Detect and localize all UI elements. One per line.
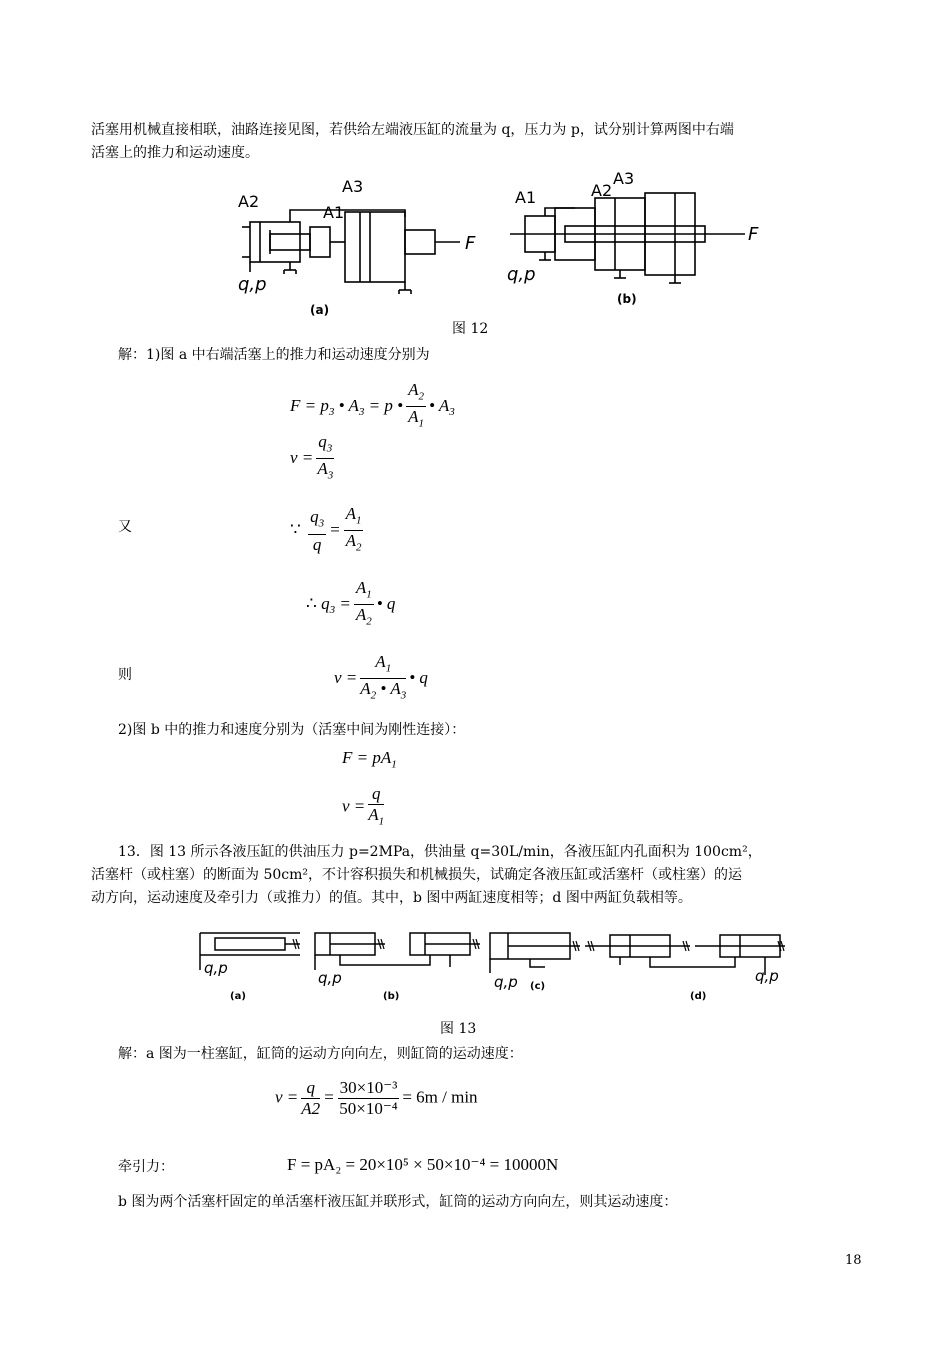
eq-q3: ∴ $q_3$ = $\frac{A_1}{A_2}$ • q [306, 578, 396, 628]
sol13-traction-label: 牵引力： [118, 1159, 174, 1175]
eq-v-result: v = $\frac{A_1}{A_2 • A_3}$ • q [334, 652, 428, 702]
page-number: 18 [845, 1253, 862, 1268]
fig12a-label: (a) [310, 303, 330, 317]
eq-v-13a: v = $\frac{q}{A2}$ = $\frac{\text{30×10⁻³}}{\text{50×10⁻⁴}}$ = 6m / min [275, 1078, 478, 1118]
fig13-qp-d: q,p [755, 967, 779, 985]
therefore-symbol: ∴ [306, 593, 317, 613]
fig12b-qp: q,p [507, 264, 536, 285]
fig12a-A3: A3 [342, 177, 364, 196]
sol12-part2-title: 2)图 b 中的推力和速度分别为（活塞中间为刚性连接）： [118, 722, 466, 738]
sol12-ze: 则 [118, 667, 132, 683]
fig13-qp-b: q,p [318, 969, 342, 987]
sol12-you: 又 [118, 519, 132, 535]
q13-line-2: 活塞杆（或柱塞）的断面为 50cm²，不计容积损失和机械损失，试确定各液压缸或活塞杆（或柱塞）的运 [91, 867, 742, 883]
fig13-qp-a: q,p [204, 959, 228, 977]
because-symbol: ∵ [290, 519, 301, 539]
figure-12a-diagram [230, 172, 500, 320]
eq-F-a: $F = p_3$ • $A_3 = p$ • $\frac{A_2}{A_1}$ • $A_3$ [290, 380, 455, 430]
figure-12b-diagram [505, 168, 775, 313]
sol13-traction-expr: F = pA₂ = 20×10⁵ × 50×10⁻⁴ = 10000N [287, 1155, 559, 1174]
fig12a-F: F [465, 233, 476, 254]
v-num2: 30×10⁻³ [339, 1078, 398, 1097]
fig12b-A2: A2 [591, 181, 613, 200]
fig12b-A1: A1 [515, 188, 537, 207]
v-den1: A2 [301, 1099, 321, 1118]
fig12b-F: F [748, 224, 759, 245]
fig13-label-c: (c) [530, 981, 546, 992]
intro-line-2: 活塞上的推力和运动速度。 [91, 145, 259, 161]
sol13-a-title: 解：a 图为一柱塞缸，缸筒的运动方向向左，则缸筒的运动速度： [118, 1046, 523, 1062]
v-num1: q [301, 1078, 320, 1099]
eq-ratio: ∵ $\frac{q_3}{q}$ = $\frac{A_1}{A_2}$ [290, 504, 362, 554]
sol12-part1-title: 解：1)图 a 中右端活塞上的推力和运动速度分别为 [118, 347, 430, 363]
eq-v-a: v = $\frac{q_3}{A_3}$ [290, 432, 334, 482]
fig12a-A1: A1 [323, 203, 345, 222]
fig12a-qp: q,p [238, 274, 267, 295]
eq-v-b: v = $\frac{q}{A_1}$ [342, 784, 385, 828]
fig13-caption: 图 13 [440, 1021, 477, 1037]
q13-line-1: 13．图 13 所示各液压缸的供油压力 p=2MPa，供油量 q=30L/min，各液压缸内孔面积为 100cm²， [118, 844, 762, 860]
fig13-label-a: (a) [230, 991, 246, 1002]
fig13-label-b: (b) [383, 991, 400, 1002]
fig13-qp-c: q,p [494, 973, 518, 991]
fig12b-A3: A3 [613, 169, 635, 188]
v-result: = 6m / min [402, 1087, 478, 1107]
q13-line-3: 动方向，运动速度及牵引力（或推力）的值。其中，b 图中两缸速度相等；d 图中两缸负载相等。 [91, 890, 692, 906]
fig12a-A2: A2 [238, 192, 260, 211]
sol13-b-title: b 图为两个活塞杆固定的单活塞杆液压缸并联形式，缸筒的运动方向向左，则其运动速度： [118, 1194, 678, 1210]
v-den2: 50×10⁻⁴ [339, 1099, 398, 1118]
fig13-label-d: (d) [690, 991, 707, 1002]
intro-line-1: 活塞用机械直接相联，油路连接见图，若供给左端液压缸的流量为 q，压力为 p，试分别计算两图中右端 [91, 122, 734, 138]
fig12b-label: (b) [617, 292, 637, 306]
eq-F-b: $F = pA_1$ [342, 748, 397, 771]
fig12-caption: 图 12 [452, 321, 489, 337]
figure-13-diagram [190, 925, 790, 1005]
